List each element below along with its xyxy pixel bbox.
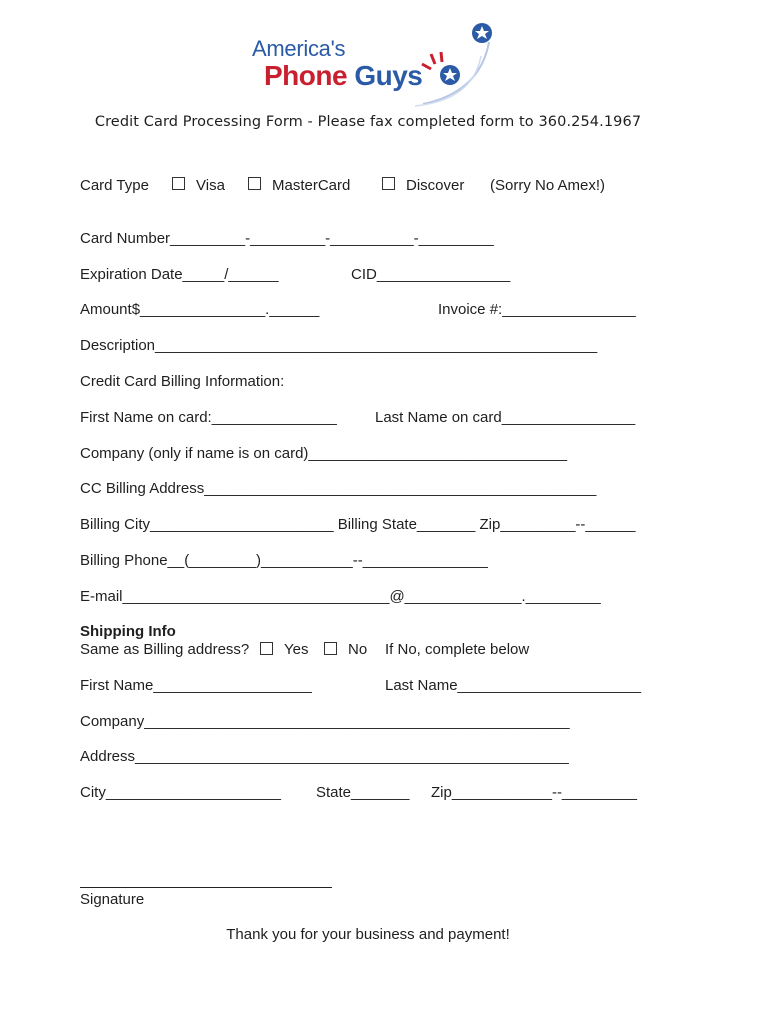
billing-info-heading: Credit Card Billing Information: (80, 373, 285, 390)
signature-label: Signature (80, 891, 145, 908)
billing-city-state-zip-field[interactable]: Billing City______________________ Billing State_______ Zip_________--______ (80, 516, 636, 533)
description-field[interactable]: Description_____________________________________________________ (80, 337, 598, 354)
expiration-date-field[interactable]: Expiration Date_____/______ (80, 266, 279, 283)
cc-billing-address-field[interactable]: CC Billing Address_______________________________________________ (80, 480, 597, 497)
visa-label: Visa (196, 177, 225, 194)
discover-label: Discover (406, 177, 465, 194)
discover-checkbox[interactable] (382, 177, 395, 190)
same-as-billing-no-checkbox[interactable] (324, 642, 337, 655)
company-on-card-field[interactable]: Company (only if name is on card)_______________________________ (80, 445, 568, 462)
card-number-field[interactable]: Card Number_________-_________-__________-_________ (80, 230, 494, 247)
signature-line[interactable] (80, 887, 332, 888)
card-type-label: Card Type (80, 177, 149, 194)
logo-text-line1: America's (252, 36, 346, 61)
no-amex-note: (Sorry No Amex!) (490, 177, 606, 194)
yes-label: Yes (284, 641, 309, 658)
same-as-billing-yes-checkbox[interactable] (260, 642, 273, 655)
mastercard-label: MasterCard (272, 177, 351, 194)
form-header: Credit Card Processing Form - Please fax completed form to 360.254.1967 (94, 114, 642, 130)
last-name-on-card-field[interactable]: Last Name on card________________ (375, 409, 636, 426)
visa-checkbox[interactable] (172, 177, 185, 190)
shipping-address-field[interactable]: Address____________________________________________________ (80, 748, 569, 765)
company-logo (245, 20, 495, 108)
if-no-note: If No, complete below (385, 641, 530, 658)
shipping-info-heading: Shipping Info (80, 623, 176, 640)
logo-text-guys: Guys (354, 60, 423, 91)
shipping-city-field[interactable]: City_____________________ (80, 784, 282, 801)
invoice-field[interactable]: Invoice #:________________ (438, 301, 636, 318)
logo-text-line2 (264, 60, 422, 92)
shipping-first-name-field[interactable]: First Name___________________ (80, 677, 312, 694)
logo-text-phone: Phone (264, 60, 348, 91)
shipping-last-name-field[interactable]: Last Name______________________ (385, 677, 642, 694)
first-name-on-card-field[interactable]: First Name on card:_______________ (80, 409, 337, 426)
no-label: No (348, 641, 368, 658)
thank-you-note: Thank you for your business and payment! (226, 926, 510, 943)
shipping-state-field[interactable]: State_______ (316, 784, 410, 801)
same-as-billing-label: Same as Billing address? (80, 641, 250, 658)
amount-field[interactable]: Amount$_______________.______ (80, 301, 320, 318)
mastercard-checkbox[interactable] (248, 177, 261, 190)
shipping-company-field[interactable]: Company___________________________________________________ (80, 713, 570, 730)
cid-field[interactable]: CID________________ (351, 266, 511, 283)
shipping-zip-field[interactable]: Zip____________--_________ (431, 784, 638, 801)
billing-phone-field[interactable]: Billing Phone__(________)___________--_______________ (80, 552, 488, 569)
email-field[interactable]: E-mail________________________________@______________._________ (80, 588, 601, 605)
